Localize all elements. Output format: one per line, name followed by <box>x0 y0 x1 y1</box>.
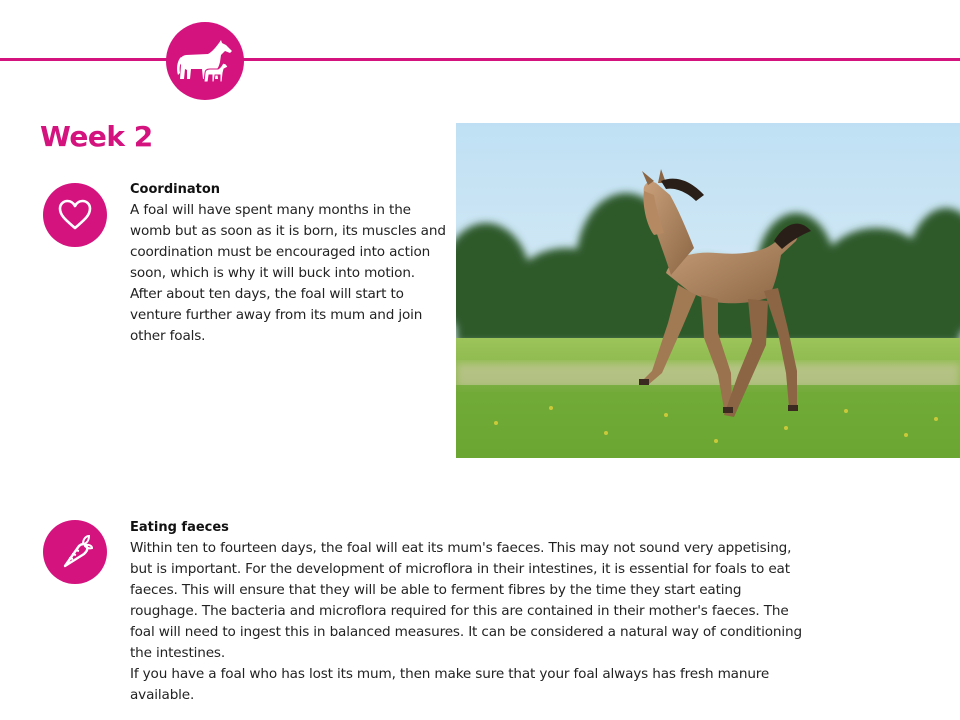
section-title: Eating faeces <box>130 520 229 535</box>
eating-faeces-section <box>130 517 810 706</box>
section-title: Coordinaton <box>130 182 221 197</box>
foal-photo <box>456 123 960 458</box>
carrot-icon <box>43 520 107 584</box>
coordination-section <box>130 179 448 347</box>
page-title: Week 2 <box>40 120 153 153</box>
section-body: Within ten to fourteen days, the foal will eat its mum's faeces. This may not sound very appetising, but is important. For the development of microflora in their intestines, it is essential for foals to eat faeces. This will ensure that they will be able to ferment fibres by the time they start eating roughage. The bacteria and microflora required for this are contained in their mother's faeces. The foal will need to ingest this in balanced measures. It can be considered a natural way of conditioning the intestines. <box>130 540 802 661</box>
section-body: A foal will have spent many months in the womb but as soon as it is born, its muscles and coordination must be encouraged into action soon, which is why it will buck into motion. After about ten days, the foal will start to venture further away from its mum and join other foals. <box>130 202 446 344</box>
header-rule <box>0 58 960 61</box>
section-body-2: If you have a foal who has lost its mum, then make sure that your foal always has fresh manure available. <box>130 666 770 703</box>
heart-icon <box>43 183 107 247</box>
horse-and-foal-icon <box>166 22 244 100</box>
